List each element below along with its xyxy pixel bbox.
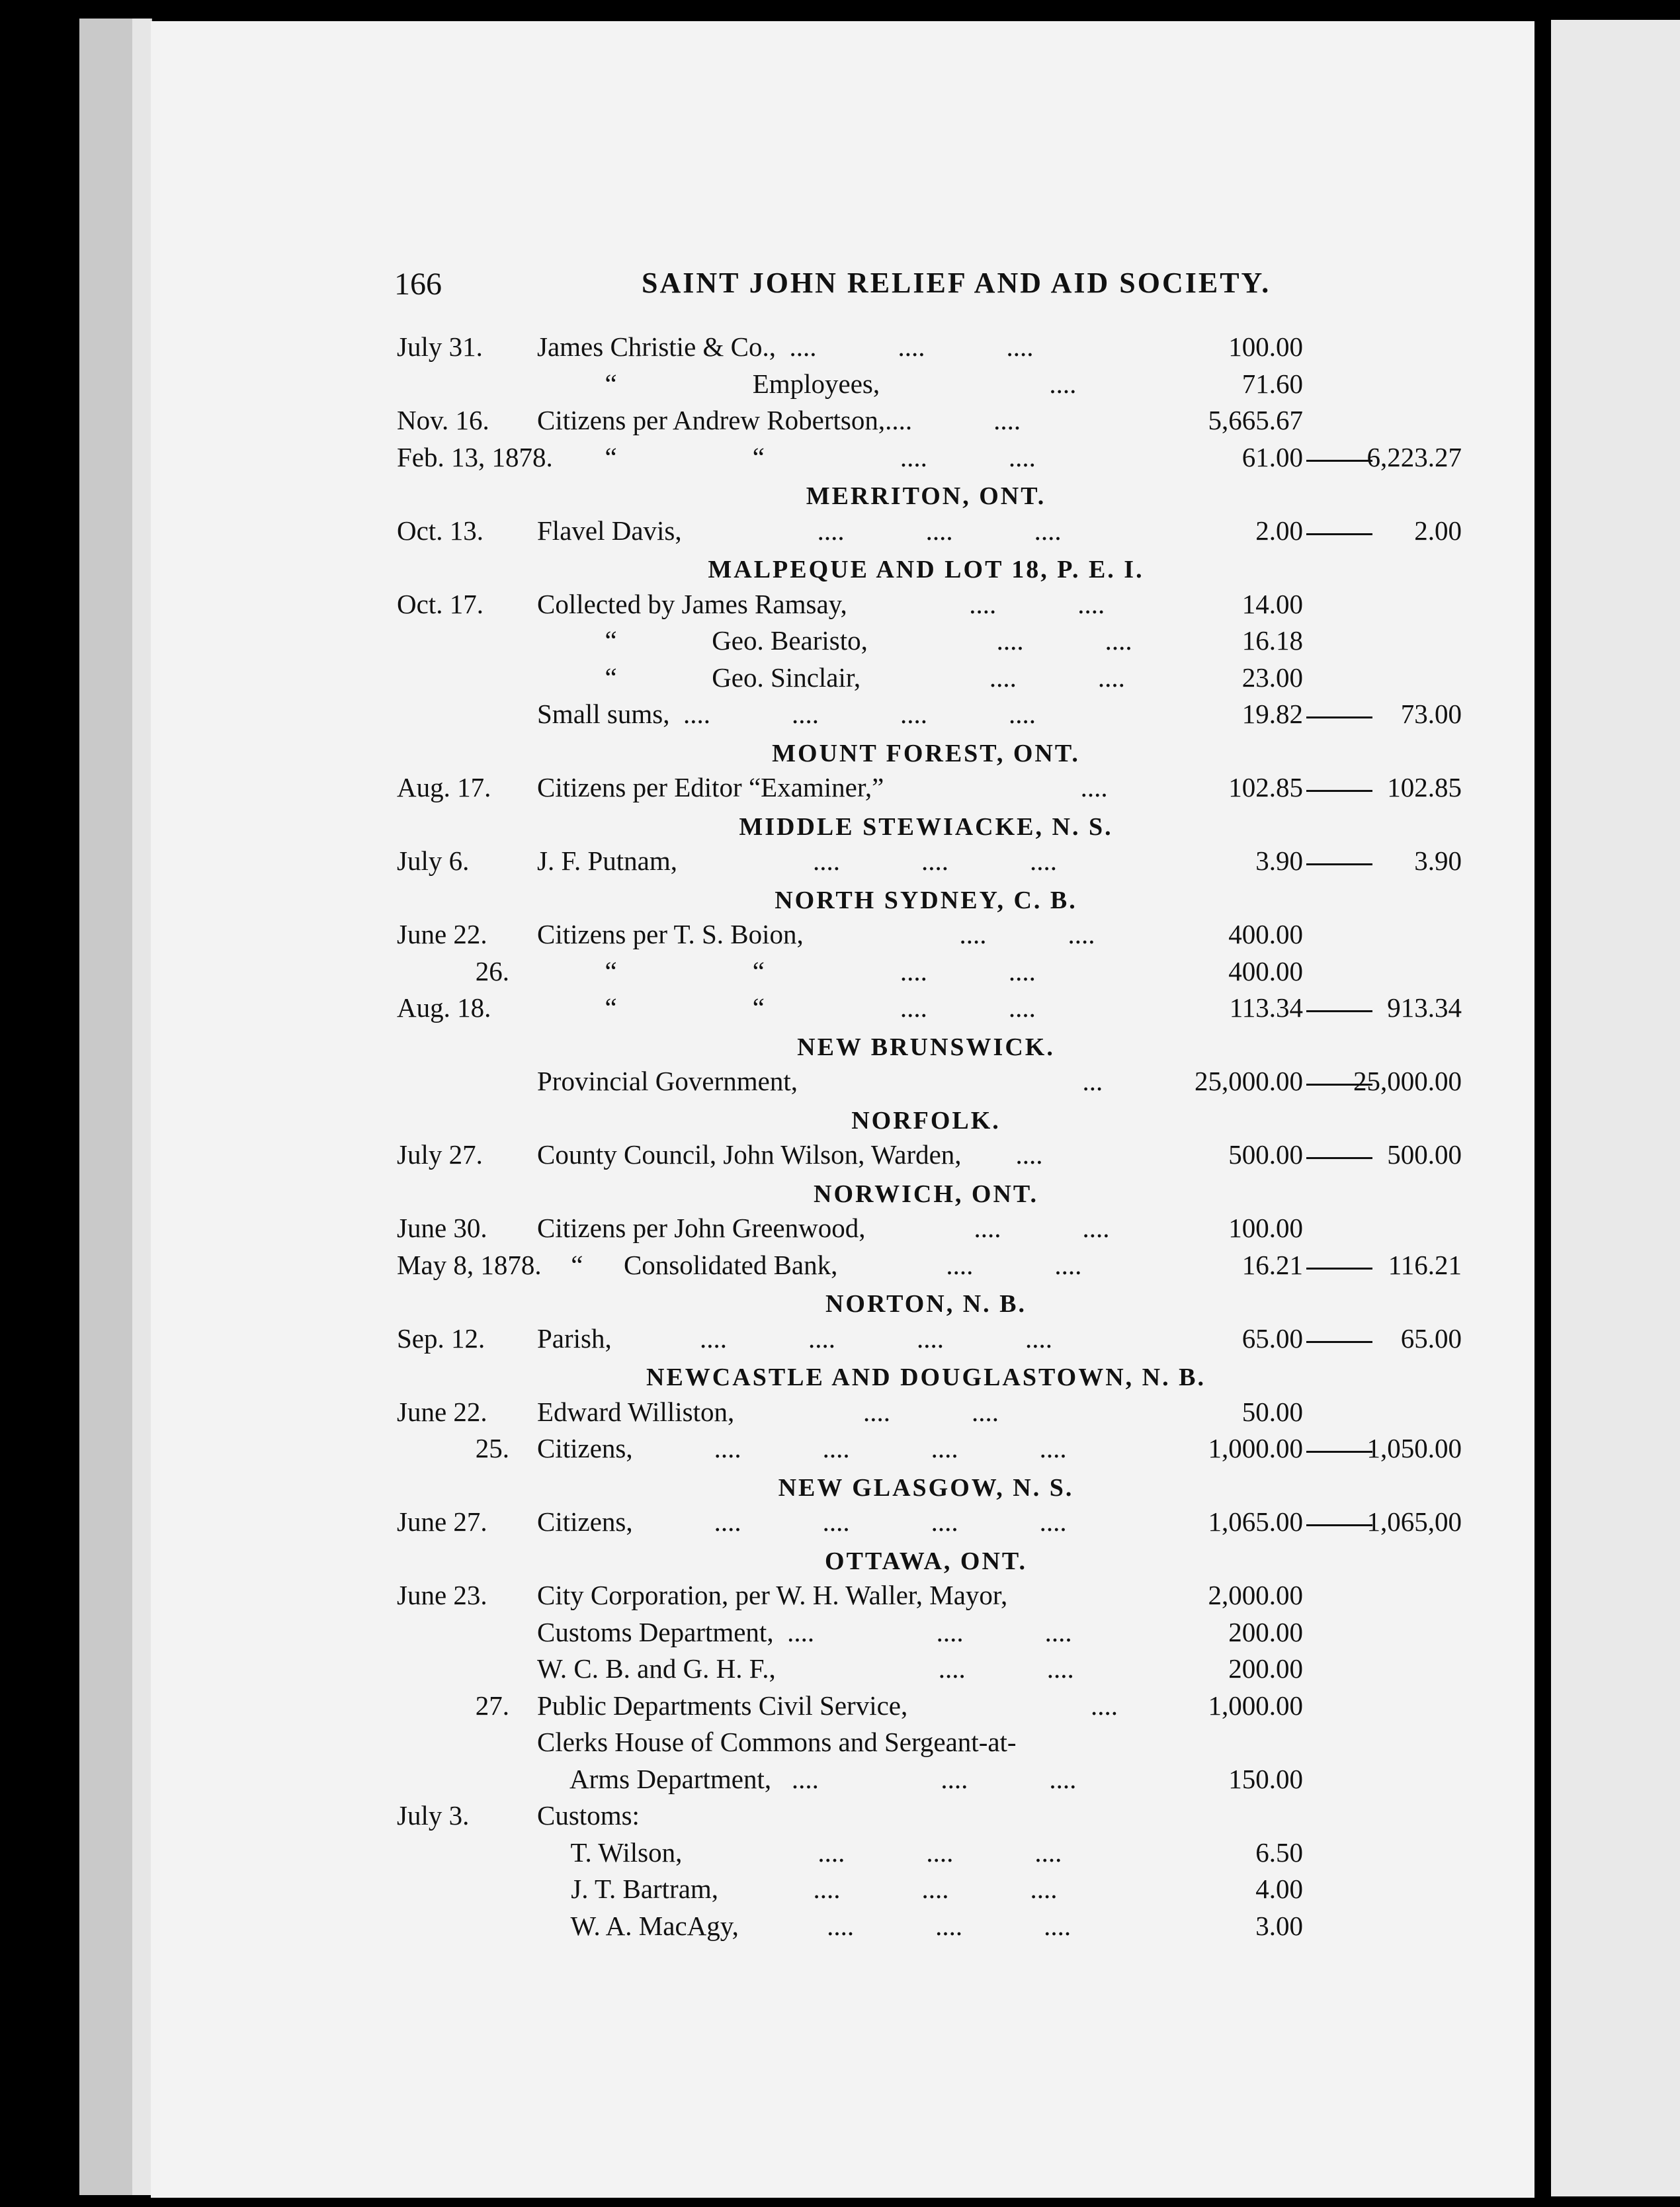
entry-description: “ Geo. Sinclair, .... .... [537, 662, 1125, 693]
ledger-row [397, 1065, 1468, 1102]
ledger-row [397, 1910, 1468, 1947]
entry-description: Edward Williston, .... .... [537, 1396, 999, 1427]
ledger-row [397, 1726, 1468, 1763]
entry-total: 500.00 [1387, 1139, 1462, 1170]
entry-amount: 16.21 [1241, 1249, 1303, 1280]
facing-page [1551, 20, 1680, 2196]
total-rule [1306, 1157, 1372, 1159]
entry-total: 6,223.27 [1366, 441, 1462, 472]
total-rule [1306, 863, 1372, 865]
entry-total: 73.00 [1400, 699, 1462, 729]
total-rule [1306, 1451, 1372, 1453]
ledger-row [397, 1579, 1468, 1616]
entry-date: July 3. [397, 1800, 470, 1831]
ledger-row [397, 1249, 1468, 1286]
ledger-row [397, 918, 1468, 955]
entry-amount: 2.00 [1255, 515, 1303, 546]
section-heading: NEWCASTLE AND DOUGLASTOWN, N. B. [646, 1363, 1206, 1391]
entry-amount: 1,000.00 [1208, 1690, 1303, 1721]
ledger-row [397, 1653, 1468, 1690]
entry-amount: 25,000.00 [1195, 1066, 1303, 1096]
entry-total: 3.90 [1414, 845, 1462, 876]
entry-date: July 31. [397, 331, 483, 362]
entry-description: Citizens, .... .... .... .... [537, 1433, 1067, 1463]
total-rule [1306, 1084, 1372, 1086]
entry-amount: 150.00 [1228, 1763, 1303, 1794]
ledger-row [397, 1506, 1468, 1543]
ledger-row [397, 515, 1468, 552]
entry-description: Collected by James Ramsay, .... .... [537, 588, 1105, 619]
entry-amount: 71.60 [1241, 368, 1303, 399]
ledger-row [397, 1799, 1468, 1837]
entry-amount: 102.85 [1228, 772, 1303, 802]
entry-description: “ “ .... .... [537, 441, 1036, 472]
ledger-row [397, 588, 1468, 625]
entry-total: 25,000.00 [1353, 1066, 1462, 1096]
entry-description: Citizens per T. S. Boion, .... .... [537, 919, 1095, 949]
ledger-row [397, 1873, 1468, 1910]
entry-description: Customs: [537, 1800, 640, 1831]
entry-description: Citizens, .... .... .... .... [537, 1506, 1067, 1537]
entry-date: Feb. 13, 1878. [397, 441, 553, 472]
ledger-row [397, 1396, 1468, 1433]
entry-amount: 14.00 [1241, 588, 1303, 619]
entry-description: W. A. MacAgy, .... .... .... [537, 1910, 1071, 1941]
total-rule [1306, 533, 1372, 535]
entry-amount: 400.00 [1228, 955, 1303, 986]
total-rule [1306, 716, 1372, 718]
page-number: 166 [394, 267, 442, 302]
entry-date: June 22. [397, 1396, 487, 1427]
entry-amount: 3.00 [1255, 1910, 1303, 1941]
entry-amount: 100.00 [1228, 1213, 1303, 1243]
entry-description: Citizens per Andrew Robertson,.... .... [537, 405, 1021, 435]
entry-description: T. Wilson, .... .... .... [537, 1837, 1062, 1868]
total-rule [1306, 1341, 1372, 1343]
total-rule [1306, 1010, 1372, 1012]
ledger-row [397, 1322, 1468, 1360]
entry-date: 27. [475, 1690, 509, 1721]
ledger-row [397, 662, 1468, 699]
entry-description: Customs Department, .... .... .... [537, 1616, 1072, 1647]
entry-description: “ Geo. Bearisto, .... .... [537, 625, 1132, 656]
entry-amount: 50.00 [1241, 1396, 1303, 1427]
page-edge [132, 19, 151, 2195]
running-title: SAINT JOHN RELIEF AND AID SOCIETY. [642, 267, 1271, 299]
entry-amount: 16.18 [1241, 625, 1303, 656]
entry-date: Aug. 17. [397, 772, 491, 802]
entry-date: Oct. 13. [397, 515, 483, 546]
entry-total: 116.21 [1388, 1249, 1462, 1280]
entry-date: July 27. [397, 1139, 483, 1170]
entry-amount: 65.00 [1241, 1322, 1303, 1354]
section-heading: NORFOLK. [851, 1106, 1001, 1135]
ledger-row [397, 404, 1468, 441]
entry-date: June 22. [397, 919, 487, 949]
ledger-row [397, 1837, 1468, 1874]
entry-description: “ “ .... .... [537, 992, 1036, 1023]
ledger-row [397, 1212, 1468, 1249]
entry-total: 65.00 [1400, 1322, 1462, 1354]
entry-amount: 113.34 [1229, 992, 1303, 1023]
entry-amount: 200.00 [1228, 1653, 1303, 1684]
entry-date: June 27. [397, 1506, 487, 1537]
entry-description: City Corporation, per W. H. Waller, Mayor, [537, 1580, 1008, 1610]
section-heading: NORWICH, ONT. [814, 1180, 1038, 1208]
entry-amount: 3.90 [1255, 845, 1303, 876]
entry-description: “ Consolidated Bank, .... .... [537, 1249, 1082, 1280]
entry-description: Clerks House of Commons and Sergeant-at- [537, 1727, 1017, 1757]
entry-description: Arms Department, .... .... .... [537, 1763, 1077, 1794]
entry-amount: 5,665.67 [1208, 405, 1303, 435]
entry-description: J. T. Bartram, .... .... .... [537, 1874, 1058, 1904]
entry-total: 1,050.00 [1366, 1433, 1462, 1463]
entry-description: Parish, .... .... .... .... [537, 1322, 1052, 1354]
ledger-row [397, 1139, 1468, 1176]
entry-amount: 500.00 [1228, 1139, 1303, 1170]
ledger-row [397, 368, 1468, 405]
ledger-row [397, 331, 1468, 368]
section-heading: MIDDLE STEWIACKE, N. S. [739, 812, 1113, 841]
entry-total: 1,065,00 [1366, 1506, 1462, 1537]
total-rule [1306, 1268, 1372, 1270]
entry-amount: 400.00 [1228, 919, 1303, 949]
entry-date: Nov. 16. [397, 405, 489, 435]
entry-date: June 23. [397, 1580, 487, 1610]
ledger-row [397, 771, 1468, 808]
entry-description: “ Employees, .... [537, 368, 1077, 399]
section-heading: NORTH SYDNEY, C. B. [775, 886, 1077, 914]
entry-description: J. F. Putnam, .... .... .... [537, 845, 1058, 876]
ledger-row [397, 698, 1468, 735]
entry-amount: 100.00 [1228, 331, 1303, 362]
entry-description: Flavel Davis, .... .... .... [537, 515, 1062, 546]
entry-date: July 6. [397, 845, 470, 876]
ledger-row [397, 625, 1468, 662]
ledger-row [397, 1616, 1468, 1653]
entry-date: Aug. 18. [397, 992, 491, 1023]
entry-date: Sep. 12. [397, 1322, 485, 1354]
entry-total: 913.34 [1387, 992, 1462, 1023]
entry-amount: 4.00 [1255, 1874, 1303, 1904]
entry-description: Small sums, .... .... .... .... [537, 699, 1036, 729]
section-heading: NEW BRUNSWICK. [797, 1033, 1055, 1061]
ledger-row [397, 955, 1468, 992]
entry-description: Citizens per John Greenwood, .... .... [537, 1213, 1110, 1243]
ledger-row [397, 1690, 1468, 1727]
total-rule [1306, 1524, 1372, 1526]
total-rule [1306, 790, 1372, 792]
section-heading: NORTON, N. B. [825, 1290, 1027, 1318]
entry-description: James Christie & Co., .... .... .... [537, 331, 1034, 362]
entry-total: 102.85 [1387, 772, 1462, 802]
section-heading: OTTAWA, ONT. [825, 1547, 1027, 1575]
entry-amount: 1,065.00 [1208, 1506, 1303, 1537]
section-heading: MOUNT FOREST, ONT. [772, 739, 1080, 767]
entry-description: Provincial Government, ... [537, 1066, 1103, 1096]
entry-amount: 23.00 [1241, 662, 1303, 693]
entry-description: County Council, John Wilson, Warden, .... [537, 1139, 1043, 1170]
entry-amount: 200.00 [1228, 1616, 1303, 1647]
ledger-row [397, 992, 1468, 1029]
entry-date: 25. [475, 1433, 509, 1463]
ledger-row [397, 1432, 1468, 1469]
entry-date: June 30. [397, 1213, 487, 1243]
entry-amount: 19.82 [1241, 699, 1303, 729]
entry-amount: 2,000.00 [1208, 1580, 1303, 1610]
section-heading: NEW GLASGOW, N. S. [778, 1473, 1074, 1502]
entry-amount: 1,000.00 [1208, 1433, 1303, 1463]
entry-date: May 8, 1878. [397, 1249, 542, 1280]
ledger-row [397, 845, 1468, 882]
section-heading: MERRITON, ONT. [806, 482, 1046, 510]
entry-description: Public Departments Civil Service, .... [537, 1690, 1118, 1721]
entry-date: 26. [475, 955, 509, 986]
entry-date: Oct. 17. [397, 588, 483, 619]
ledger-row [397, 1763, 1468, 1800]
entry-description: W. C. B. and G. H. F., .... .... [537, 1653, 1074, 1684]
total-rule [1306, 460, 1372, 462]
entry-amount: 61.00 [1241, 441, 1303, 472]
ledger-row [397, 441, 1468, 478]
section-heading: MALPEQUE AND LOT 18, P. E. I. [708, 556, 1144, 584]
entry-description: Citizens per Editor “Examiner,” .... [537, 772, 1108, 802]
entry-description: “ “ .... .... [537, 955, 1036, 986]
entry-total: 2.00 [1414, 515, 1462, 546]
entry-amount: 6.50 [1255, 1837, 1303, 1868]
